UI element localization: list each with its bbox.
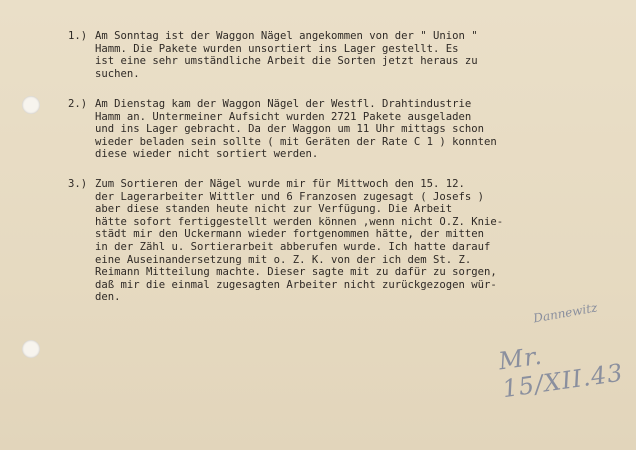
paragraph-3 [68,178,615,304]
paragraph-line: in der Zähl u. Sortierarbeit abberufen wurde. Ich hatte darauf [95,240,491,253]
paragraph-line: eine Auseinandersetzung mit o. Z. K. von der ich dem St. Z. [95,253,472,266]
handwritten-signature: Dannewitz [532,300,599,326]
punch-hole-top [22,96,40,114]
handwritten-date: Mr. 15/XII.43 [496,341,626,404]
paragraph-line: der Lagerarbeiter Wittler und 6 Franzosen zugesagt ( Josefs ) [95,190,485,203]
paragraph-line: ist eine sehr umständliche Arbeit die Sorten jetzt heraus zu [95,55,478,68]
paragraph-line: Am Dienstag kam der Waggon Nägel der Westfl. Drahtindustrie [95,98,472,110]
paragraph-line: Reimann Mitteilung machte. Dieser sagte mit zu dafür zu sorgen, [95,266,497,279]
punch-hole-bottom [22,340,40,358]
paragraph-line: suchen. [95,67,140,80]
paragraph-line: Hamm. Die Pakete wurden unsortiert ins Lager gestellt. Es [95,42,459,55]
paragraph-number: 1.) [68,30,88,42]
paragraph-line: hätte sofort fertiggestellt werden können ,wenn nicht O.Z. Knie- [95,215,504,228]
paragraph-line: Zum Sortieren der Nägel wurde mir für Mittwoch den 15. 12. [95,178,465,190]
paragraph-line: Am Sonntag ist der Waggon Nägel angekommen von der " Union " [95,30,478,42]
paragraph-line: aber diese standen heute nicht zur Verfügung. Die Arbeit [95,203,453,216]
paragraph-2 [68,98,615,161]
paragraph-line: und ins Lager gebracht. Da der Waggon um 11 Uhr mittags schon [95,123,485,136]
paragraph-line: wieder beladen sein sollte ( mit Geräten der Rate C 1 ) konnten [95,135,497,148]
paragraph-number: 2.) [68,98,88,110]
paragraph-line: daß mir die einmal zugesagten Arbeiter nicht zurückgezogen wür- [95,278,497,291]
paragraph-1 [68,30,615,80]
paragraph-line: den. [95,291,121,304]
paragraph-line: diese wieder nicht sortiert werden. [95,148,319,161]
paragraph-number: 3.) [68,178,88,190]
paragraph-line: städt mir den Uckermann wieder fortgenommen hätte, der mitten [95,228,485,241]
paragraph-line: Hamm an. Untermeiner Aufsicht wurden 2721 Pakete ausgeladen [95,110,472,123]
